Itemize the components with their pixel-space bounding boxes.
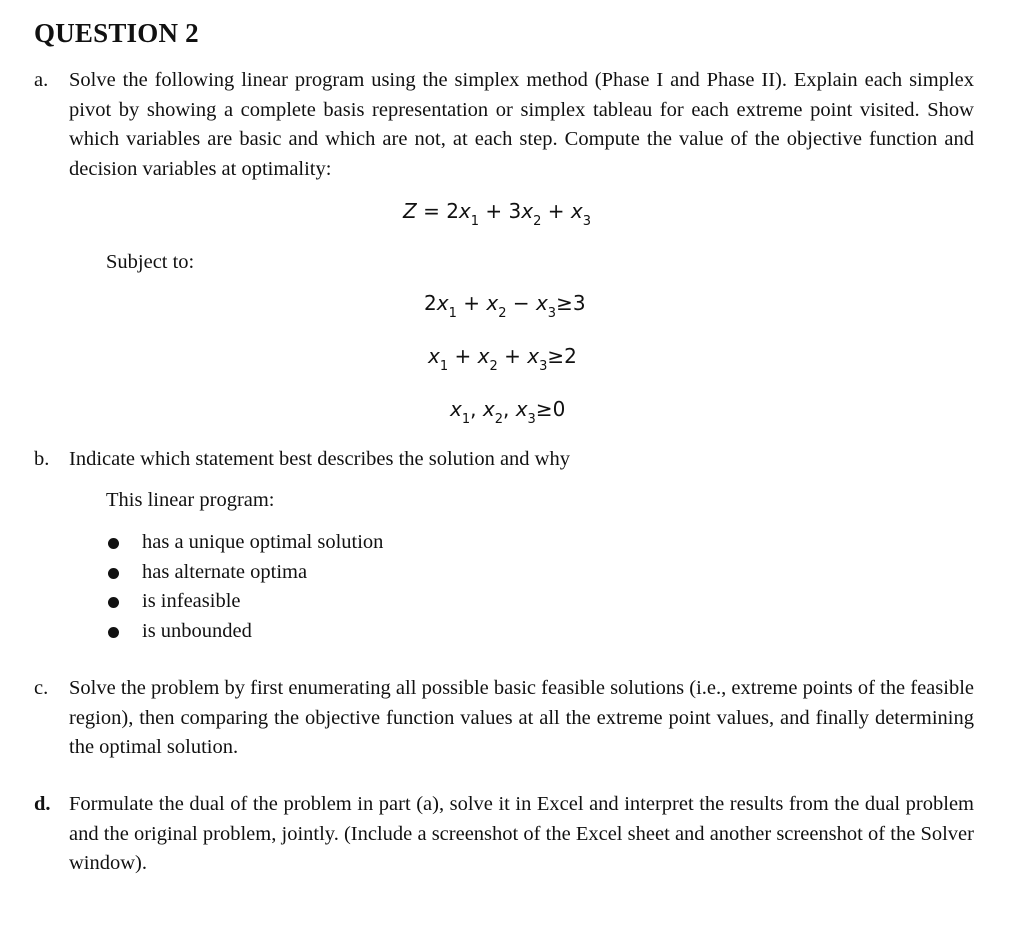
c2-plus-2: + (504, 344, 521, 368)
bullet-icon (108, 597, 119, 608)
c1-sub-1: 1 (448, 306, 457, 321)
nn-comma-1: , (470, 397, 477, 421)
c2-var-3: x (527, 344, 540, 368)
c1-sub-3: 3 (547, 306, 557, 321)
subject-to-label: Subject to: (106, 251, 195, 273)
c1-plus: + (463, 291, 480, 315)
nn-rhs: ≥0 (535, 397, 566, 421)
part-a-marker: a. (34, 69, 49, 91)
c1-var-2: x (486, 291, 499, 315)
c2-var-1: x (428, 344, 440, 368)
list-item (106, 587, 383, 617)
c2-sub-1: 1 (439, 359, 449, 374)
list-item (106, 528, 383, 558)
option-text: is unbounded (142, 619, 252, 642)
constraint-1 (424, 291, 586, 321)
constraint-2 (428, 344, 577, 374)
objective-var-3: x (570, 199, 583, 223)
nn-var-2: x (482, 397, 495, 421)
question-title: QUESTION 2 (34, 18, 199, 48)
objective-sub-2: 2 (533, 214, 542, 229)
c1-var-1: x (436, 291, 449, 315)
objective-plus-1: + (485, 199, 503, 223)
list-item (106, 617, 383, 647)
c2-rhs: ≥2 (547, 344, 577, 368)
c2-plus-1: + (454, 344, 472, 368)
c1-coef: 2 (424, 291, 437, 315)
part-c (34, 674, 974, 763)
nn-comma-2: , (502, 397, 510, 421)
nn-sub-1: 1 (461, 412, 471, 427)
part-d-text: Formulate the dual of the problem in part (a), solve it in Excel and interpret the results from the dual problem and the original problem, jointly. (Include a screenshot of the Excel sheet and another screenshot of the Solver window). (69, 793, 974, 874)
c2-var-2: x (477, 344, 490, 368)
part-a (34, 66, 974, 184)
nn-sub-2: 2 (494, 412, 503, 427)
nn-sub-3: 3 (527, 412, 536, 427)
part-b (34, 445, 974, 475)
objective-function (403, 199, 591, 229)
objective-sub-1: 1 (470, 214, 480, 229)
part-c-marker: c. (34, 677, 49, 699)
option-text: has a unique optimal solution (142, 531, 384, 553)
bullet-icon (108, 627, 119, 638)
c2-sub-3: 3 (539, 359, 548, 374)
objective-var-1: x (458, 199, 471, 223)
bullet-icon (108, 568, 119, 579)
part-c-text: Solve the problem by first enumerating all possible basic feasible solutions (i.e., extreme points of the feasible region), then comparing the objective function values at all the extreme point values, and finally determining the optimal solution. (69, 677, 974, 758)
nn-var-3: x (515, 397, 528, 421)
bullet-icon (108, 538, 119, 549)
objective-sub-3: 3 (582, 214, 591, 229)
options-list (106, 528, 383, 646)
part-b-marker: b. (34, 448, 50, 470)
nn-var-1: x (450, 397, 462, 421)
option-text: has alternate optima (142, 560, 308, 583)
objective-coef-2: 3 (508, 199, 522, 223)
part-a-text: Solve the following linear program using the simplex method (Phase I and Phase II). Explain each simplex pivot by showing a complete basis representation or simplex tableau for each extreme point visited. Show which variables are basic and which are not, at each step. Compute the value of the objective function and decision variables at optimality: (69, 69, 974, 180)
c1-rhs: ≥3 (556, 291, 586, 315)
part-b-intro: This linear program: (106, 489, 275, 511)
option-text: is infeasible (142, 590, 241, 612)
c1-sub-2: 2 (498, 306, 507, 321)
objective-equals: = (423, 199, 440, 223)
c1-var-3: x (535, 291, 548, 315)
part-b-text: Indicate which statement best describes the solution and why (69, 448, 570, 470)
part-d-marker: d. (34, 793, 51, 815)
objective-plus-2: + (547, 199, 565, 223)
part-d (34, 790, 974, 879)
list-item (106, 558, 383, 588)
c1-minus: − (512, 291, 530, 315)
c2-sub-2: 2 (489, 359, 498, 374)
objective-coef-1: 2 (446, 199, 459, 223)
objective-lhs: Z (403, 199, 417, 223)
nonnegativity-constraint (450, 397, 566, 427)
objective-var-2: x (521, 199, 534, 223)
